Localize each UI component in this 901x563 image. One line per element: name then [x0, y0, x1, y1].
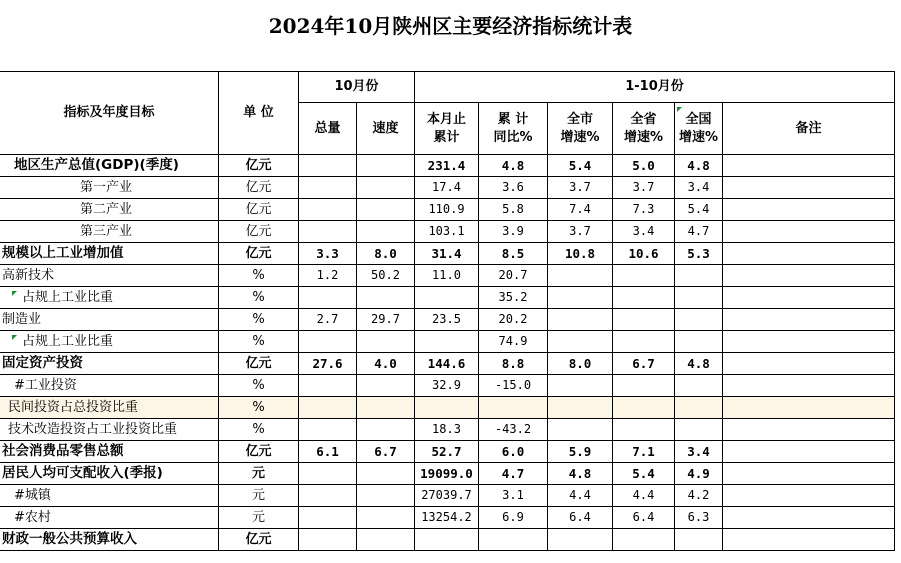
cell-nation	[675, 265, 723, 287]
cell-speed	[357, 529, 415, 551]
cell-total	[299, 331, 357, 353]
header-total: 总量	[299, 103, 357, 155]
cell-yoy: 8.8	[479, 353, 548, 375]
row-unit: %	[219, 397, 299, 419]
row-unit: 元	[219, 463, 299, 485]
row-unit: 亿元	[219, 353, 299, 375]
cell-yoy: 20.7	[479, 265, 548, 287]
cell-prov	[613, 265, 675, 287]
cell-remark	[723, 155, 895, 177]
cell-speed	[357, 419, 415, 441]
cell-nation	[675, 397, 723, 419]
cell-city: 7.4	[548, 199, 613, 221]
cell-remark	[723, 375, 895, 397]
cell-speed	[357, 287, 415, 309]
row-unit: 亿元	[219, 199, 299, 221]
row-indicator-name: 社会消费品零售总额	[0, 441, 219, 463]
cell-remark	[723, 529, 895, 551]
row-unit: %	[219, 287, 299, 309]
cell-total: 3.3	[299, 243, 357, 265]
cell-prov	[613, 309, 675, 331]
cell-remark	[723, 177, 895, 199]
header-month-group: 10月份	[299, 72, 415, 103]
header-prov	[613, 103, 675, 155]
cell-speed	[357, 155, 415, 177]
cell-total	[299, 529, 357, 551]
cell-city	[548, 265, 613, 287]
table-row	[0, 353, 895, 375]
cell-total	[299, 375, 357, 397]
cell-yoy: 6.0	[479, 441, 548, 463]
row-indicator-name: #城镇	[0, 485, 219, 507]
cell-yoy: 4.8	[479, 155, 548, 177]
cell-remark	[723, 353, 895, 375]
cell-speed	[357, 375, 415, 397]
cell-cum: 27039.7	[415, 485, 479, 507]
header-yoy	[479, 103, 548, 155]
table-row	[0, 265, 895, 287]
cell-prov: 6.4	[613, 507, 675, 529]
header-cum-group: 1-10月份	[415, 72, 895, 103]
header-yoy-line2: 同比%	[493, 129, 533, 145]
row-unit: 亿元	[219, 441, 299, 463]
row-unit: 亿元	[219, 529, 299, 551]
cell-speed	[357, 397, 415, 419]
cell-speed: 8.0	[357, 243, 415, 265]
cell-nation: 4.2	[675, 485, 723, 507]
row-indicator-name: #工业投资	[0, 375, 219, 397]
cell-total	[299, 155, 357, 177]
header-cum	[415, 103, 479, 155]
cell-speed: 6.7	[357, 441, 415, 463]
header-nation	[675, 103, 723, 155]
row-unit: %	[219, 375, 299, 397]
cell-cum: 31.4	[415, 243, 479, 265]
page-title: 2024年10月陕州区主要经济指标统计表	[268, 14, 633, 38]
table-row	[0, 397, 895, 419]
header-city	[548, 103, 613, 155]
table-row	[0, 463, 895, 485]
cell-yoy: 4.7	[479, 463, 548, 485]
cell-city: 5.9	[548, 441, 613, 463]
cell-cum: 13254.2	[415, 507, 479, 529]
header-yoy-line1: 累 计	[497, 111, 529, 127]
row-unit: 亿元	[219, 243, 299, 265]
cell-city: 3.7	[548, 221, 613, 243]
cell-prov	[613, 397, 675, 419]
table-row	[0, 177, 895, 199]
cell-yoy: 5.8	[479, 199, 548, 221]
row-unit: 元	[219, 507, 299, 529]
cell-yoy: 8.5	[479, 243, 548, 265]
cell-yoy: -15.0	[479, 375, 548, 397]
cell-remark	[723, 397, 895, 419]
cell-prov: 3.7	[613, 177, 675, 199]
cell-yoy: 3.6	[479, 177, 548, 199]
cell-cum: 18.3	[415, 419, 479, 441]
row-unit: %	[219, 265, 299, 287]
cell-total	[299, 507, 357, 529]
cell-speed	[357, 177, 415, 199]
cell-remark	[723, 221, 895, 243]
cell-speed: 50.2	[357, 265, 415, 287]
cell-cum	[415, 287, 479, 309]
row-unit: 亿元	[219, 221, 299, 243]
header-city-line1: 全市	[566, 111, 593, 127]
table-row	[0, 419, 895, 441]
cell-cum: 110.9	[415, 199, 479, 221]
cell-yoy: 6.9	[479, 507, 548, 529]
cell-speed	[357, 221, 415, 243]
cell-city: 4.8	[548, 463, 613, 485]
header-prov-line1: 全省	[630, 111, 657, 127]
cell-city: 8.0	[548, 353, 613, 375]
cell-total	[299, 419, 357, 441]
cell-yoy	[479, 529, 548, 551]
cell-nation: 4.9	[675, 463, 723, 485]
row-unit: 亿元	[219, 177, 299, 199]
cell-city: 4.4	[548, 485, 613, 507]
cell-nation	[675, 287, 723, 309]
row-indicator-name: 第二产业	[0, 199, 219, 221]
cell-yoy: -43.2	[479, 419, 548, 441]
cell-speed	[357, 507, 415, 529]
cell-nation	[675, 529, 723, 551]
cell-total	[299, 463, 357, 485]
header-prov-line2: 增速%	[623, 129, 664, 145]
cell-total: 27.6	[299, 353, 357, 375]
cell-cum: 52.7	[415, 441, 479, 463]
cell-nation: 4.7	[675, 221, 723, 243]
cell-cum	[415, 331, 479, 353]
cell-yoy: 3.9	[479, 221, 548, 243]
cell-total: 6.1	[299, 441, 357, 463]
row-indicator-name: 占规上工业比重	[0, 331, 219, 353]
table-row	[0, 309, 895, 331]
row-indicator-name: 高新技术	[0, 265, 219, 287]
cell-total: 1.2	[299, 265, 357, 287]
cell-yoy: 20.2	[479, 309, 548, 331]
cell-prov: 3.4	[613, 221, 675, 243]
cell-total	[299, 221, 357, 243]
table-row	[0, 243, 895, 265]
cell-total	[299, 199, 357, 221]
cell-speed: 4.0	[357, 353, 415, 375]
table-row	[0, 441, 895, 463]
cell-city: 10.8	[548, 243, 613, 265]
cell-nation: 5.3	[675, 243, 723, 265]
cell-nation	[675, 419, 723, 441]
cell-speed	[357, 199, 415, 221]
cell-cum: 144.6	[415, 353, 479, 375]
cell-nation	[675, 331, 723, 353]
cell-nation: 4.8	[675, 353, 723, 375]
row-indicator-name: 第一产业	[0, 177, 219, 199]
cell-remark	[723, 507, 895, 529]
header-nation-line2: 增速%	[678, 129, 719, 145]
row-indicator-name: 固定资产投资	[0, 353, 219, 375]
header-cum-line2: 累计	[433, 129, 460, 145]
cell-remark	[723, 287, 895, 309]
row-unit: 元	[219, 485, 299, 507]
cell-prov	[613, 419, 675, 441]
cell-cum: 11.0	[415, 265, 479, 287]
cell-yoy: 3.1	[479, 485, 548, 507]
row-indicator-name: 财政一般公共预算收入	[0, 529, 219, 551]
table-body	[0, 155, 895, 551]
cell-speed	[357, 331, 415, 353]
cell-remark	[723, 243, 895, 265]
cell-remark	[723, 419, 895, 441]
cell-remark	[723, 265, 895, 287]
table-row	[0, 375, 895, 397]
table-row	[0, 485, 895, 507]
row-unit: %	[219, 309, 299, 331]
cell-city	[548, 375, 613, 397]
cell-remark	[723, 441, 895, 463]
cell-prov	[613, 375, 675, 397]
row-indicator-name: 制造业	[0, 309, 219, 331]
row-indicator-name: 技术改造投资占工业投资比重	[0, 419, 219, 441]
cell-prov: 5.4	[613, 463, 675, 485]
cell-total	[299, 287, 357, 309]
row-indicator-name: 地区生产总值(GDP)(季度)	[0, 155, 219, 177]
cell-nation	[675, 309, 723, 331]
cell-city	[548, 309, 613, 331]
table-row	[0, 287, 895, 309]
cell-speed	[357, 485, 415, 507]
cell-cum	[415, 397, 479, 419]
table-row	[0, 507, 895, 529]
row-unit: %	[219, 419, 299, 441]
table-row	[0, 199, 895, 221]
cell-nation: 5.4	[675, 199, 723, 221]
cell-prov: 7.3	[613, 199, 675, 221]
row-indicator-name: 规模以上工业增加值	[0, 243, 219, 265]
table-row	[0, 221, 895, 243]
table-row	[0, 331, 895, 353]
cell-city: 6.4	[548, 507, 613, 529]
cell-remark	[723, 463, 895, 485]
cell-prov: 5.0	[613, 155, 675, 177]
cell-prov	[613, 331, 675, 353]
header-row-1	[0, 72, 895, 103]
cell-city	[548, 287, 613, 309]
stats-table	[0, 71, 895, 551]
cell-total	[299, 485, 357, 507]
cell-remark	[723, 331, 895, 353]
cell-yoy: 74.9	[479, 331, 548, 353]
cell-cum: 23.5	[415, 309, 479, 331]
cell-city	[548, 331, 613, 353]
row-unit: 亿元	[219, 155, 299, 177]
cell-city	[548, 397, 613, 419]
cell-remark	[723, 485, 895, 507]
cell-yoy	[479, 397, 548, 419]
cell-total: 2.7	[299, 309, 357, 331]
row-indicator-name: 民间投资占总投资比重	[0, 397, 219, 419]
cell-nation: 3.4	[675, 177, 723, 199]
row-indicator-name: 居民人均可支配收入(季报)	[0, 463, 219, 485]
cell-city	[548, 419, 613, 441]
cell-cum: 32.9	[415, 375, 479, 397]
header-indicator: 指标及年度目标	[0, 72, 219, 155]
cell-cum: 231.4	[415, 155, 479, 177]
cell-prov	[613, 529, 675, 551]
cell-yoy: 35.2	[479, 287, 548, 309]
cell-prov: 7.1	[613, 441, 675, 463]
cell-city: 3.7	[548, 177, 613, 199]
cell-city: 5.4	[548, 155, 613, 177]
cell-total	[299, 397, 357, 419]
cell-cum: 103.1	[415, 221, 479, 243]
cell-cum	[415, 529, 479, 551]
header-nation-line1: 全国	[685, 111, 712, 127]
cell-nation: 3.4	[675, 441, 723, 463]
row-indicator-name: 第三产业	[0, 221, 219, 243]
cell-total	[299, 177, 357, 199]
header-speed: 速度	[357, 103, 415, 155]
cell-cum: 17.4	[415, 177, 479, 199]
cell-nation	[675, 375, 723, 397]
table-row	[0, 529, 895, 551]
row-indicator-name: 占规上工业比重	[0, 287, 219, 309]
cell-city	[548, 529, 613, 551]
cell-nation: 6.3	[675, 507, 723, 529]
header-remark: 备注	[723, 103, 895, 155]
header-unit: 单 位	[219, 72, 299, 155]
cell-cum: 19099.0	[415, 463, 479, 485]
row-indicator-name: #农村	[0, 507, 219, 529]
header-city-line2: 增速%	[560, 129, 600, 145]
cell-prov: 10.6	[613, 243, 675, 265]
cell-prov: 6.7	[613, 353, 675, 375]
cell-remark	[723, 199, 895, 221]
cell-remark	[723, 309, 895, 331]
cell-prov: 4.4	[613, 485, 675, 507]
cell-speed	[357, 463, 415, 485]
cell-prov	[613, 287, 675, 309]
table-row	[0, 155, 895, 177]
cell-nation: 4.8	[675, 155, 723, 177]
header-cum-line1: 本月止	[426, 111, 466, 127]
cell-speed: 29.7	[357, 309, 415, 331]
row-unit: %	[219, 331, 299, 353]
